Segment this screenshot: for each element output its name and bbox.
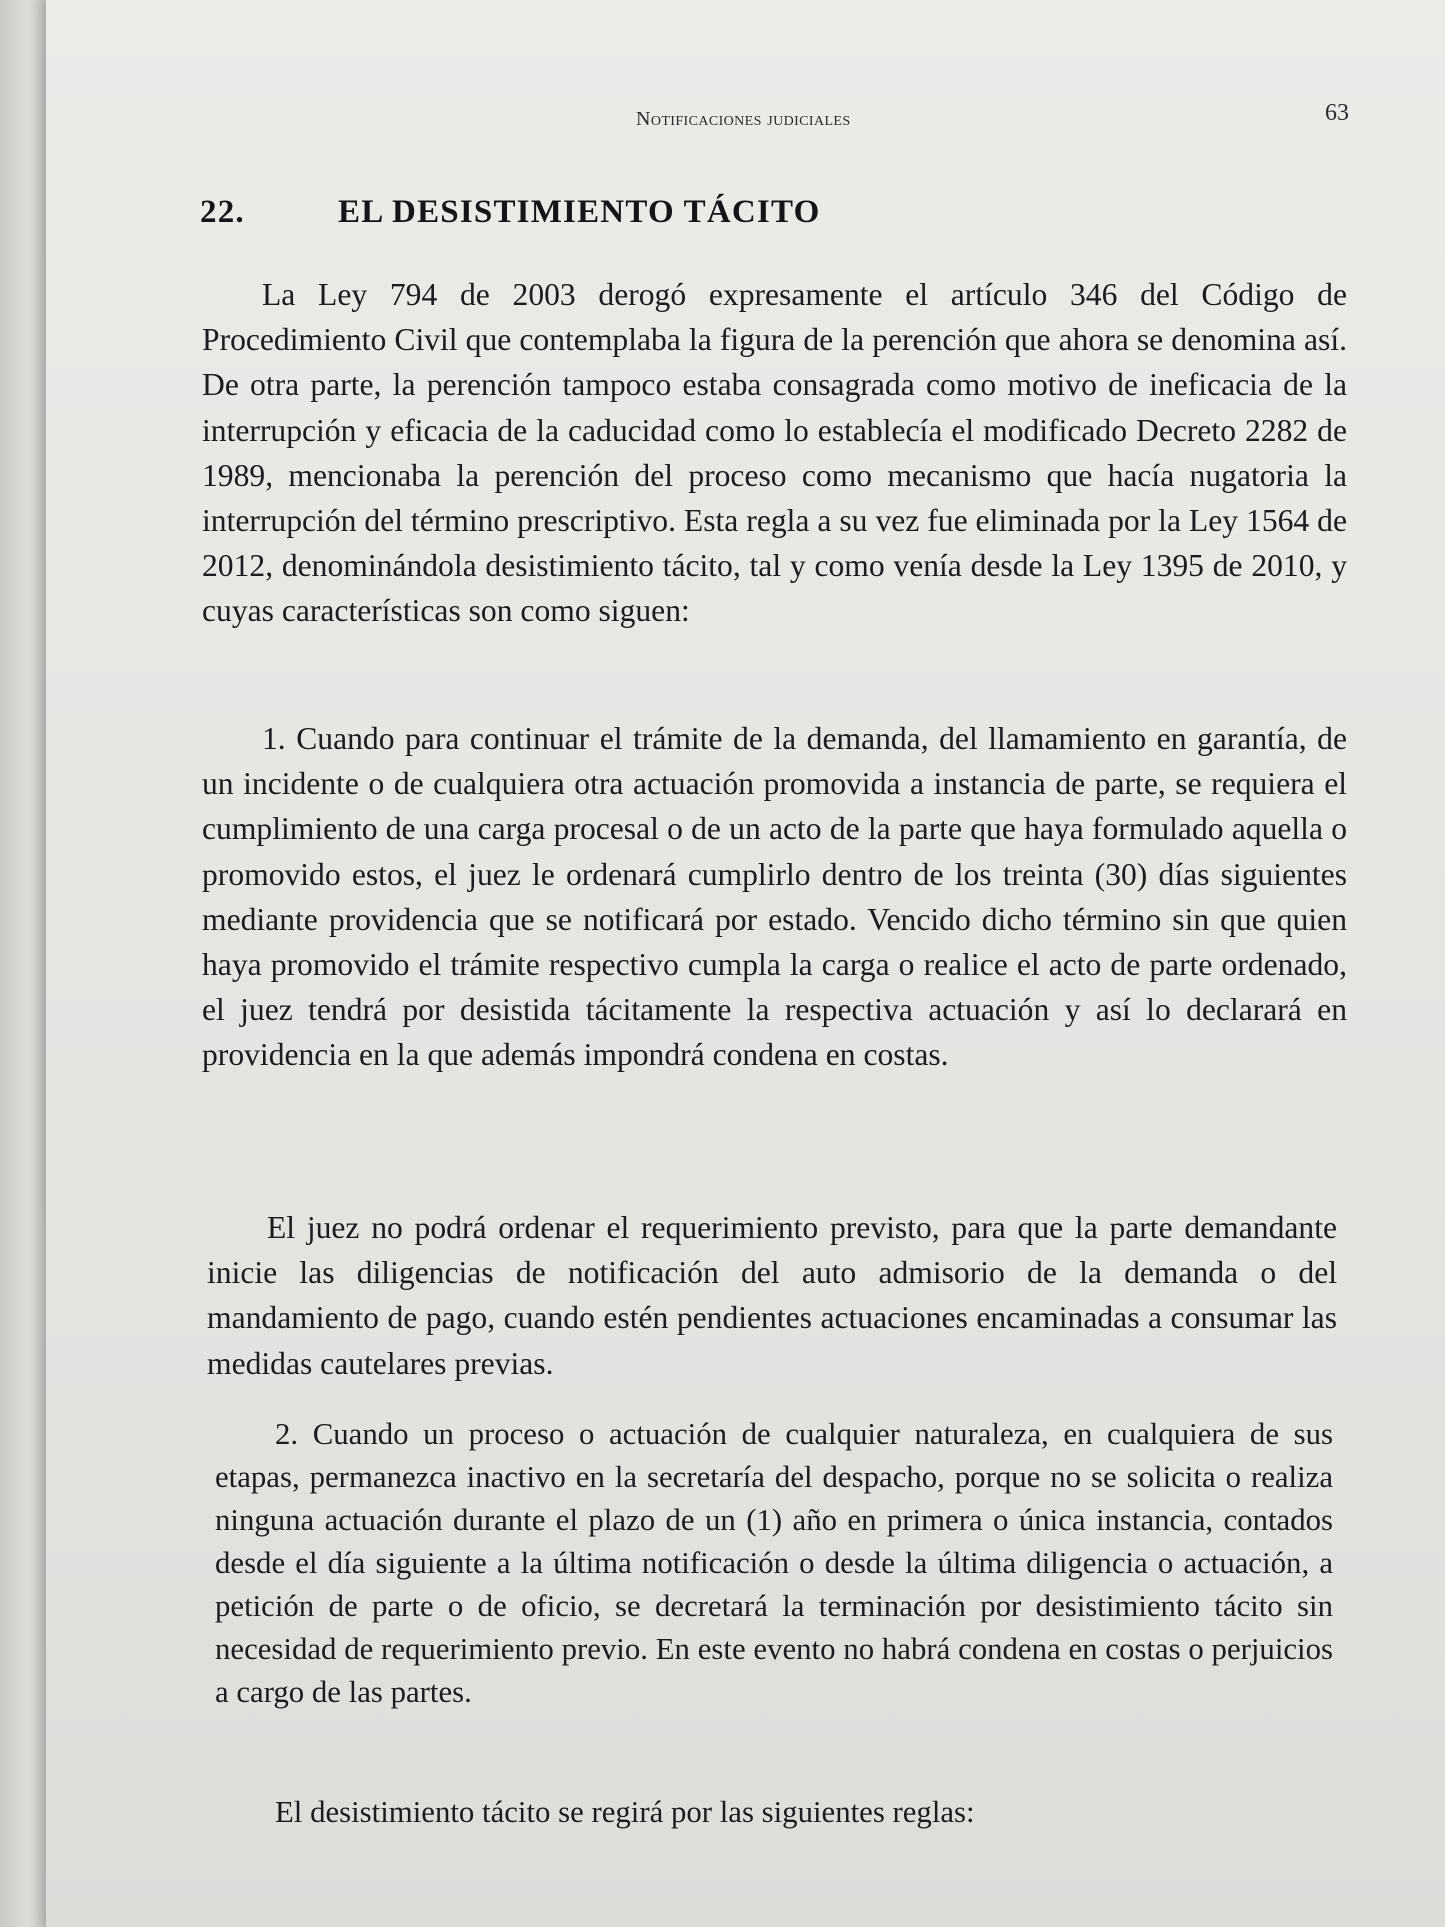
section-heading: [200, 194, 820, 231]
paragraph-intro: La Ley 794 de 2003 derogó expresamente el artículo 346 del Código de Procedimiento Civil que contemplaba la figura de la perención que ahora se denomina así. De otra parte, la perención tampoco estaba consagrada como motivo de ineficacia de la interrupción y eficacia de la caducidad como lo establecía el modificado Decreto 2282 de 1989, mencionaba la perención del proceso como mecanismo que hacía nugatoria la interrupción del término prescriptivo. Esta regla a su vez fue eliminada por la Ley 1564 de 2012, denominándola desistimiento tácito, tal y como venía desde la Ley 1395 de 2010, y cuyas características son como siguen:: [202, 277, 1347, 629]
running-header: Notificaciones judiciales: [636, 108, 851, 130]
section-title: EL DESISTIMIENTO TÁCITO: [338, 194, 821, 230]
section-number: 22.: [200, 194, 245, 230]
paragraph-rule-1: 1. Cuando para continuar el trámite de la demanda, del llamamiento en garantía, de un incidente o de cualquiera otra actuación promovida a instancia de parte, se requiera el cumplimiento de una carga procesal o de un acto de la parte que haya formulado aquella o promovido estos, el juez le ordenará cumplirlo dentro de los treinta (30) días siguientes mediante providencia que se notificará por estado. Vencido dicho término sin que quien haya promovido el trámite respectivo cumpla la carga o realice el acto de parte ordenado, el juez tendrá por desistida tácitamente la respectiva actuación y así lo declarará en providencia en la que además impondrá condena en costas.: [202, 721, 1347, 1073]
paragraph-rule-2: 2. Cuando un proceso o actuación de cualquier naturaleza, en cualquiera de sus etapas, permanezca inactivo en la secretaría del despacho, porque no se solicita o realiza ninguna actuación durante el plazo de un (1) año en primera o única instancia, contados desde el día siguiente a la última notificación o desde la última diligencia o actuación, a petición de parte o de oficio, se decretará la terminación por desistimiento tácito sin necesidad de requerimiento previo. En este evento no habrá condena en costas o perjuicios a cargo de las partes.: [215, 1417, 1333, 1709]
page-number: 63: [1325, 100, 1349, 126]
paragraph-rules-lead: El desistimiento tácito se regirá por las siguientes reglas:: [275, 1795, 975, 1829]
paragraph-requirement-exception: El juez no podrá ordenar el requerimiento previsto, para que la parte demandante inicie las diligencias de notificación del auto admisorio de la demanda o del mandamiento de pago, cuando estén pendientes actuaciones encaminadas a consumar las medidas cautelares previas.: [207, 1210, 1337, 1381]
